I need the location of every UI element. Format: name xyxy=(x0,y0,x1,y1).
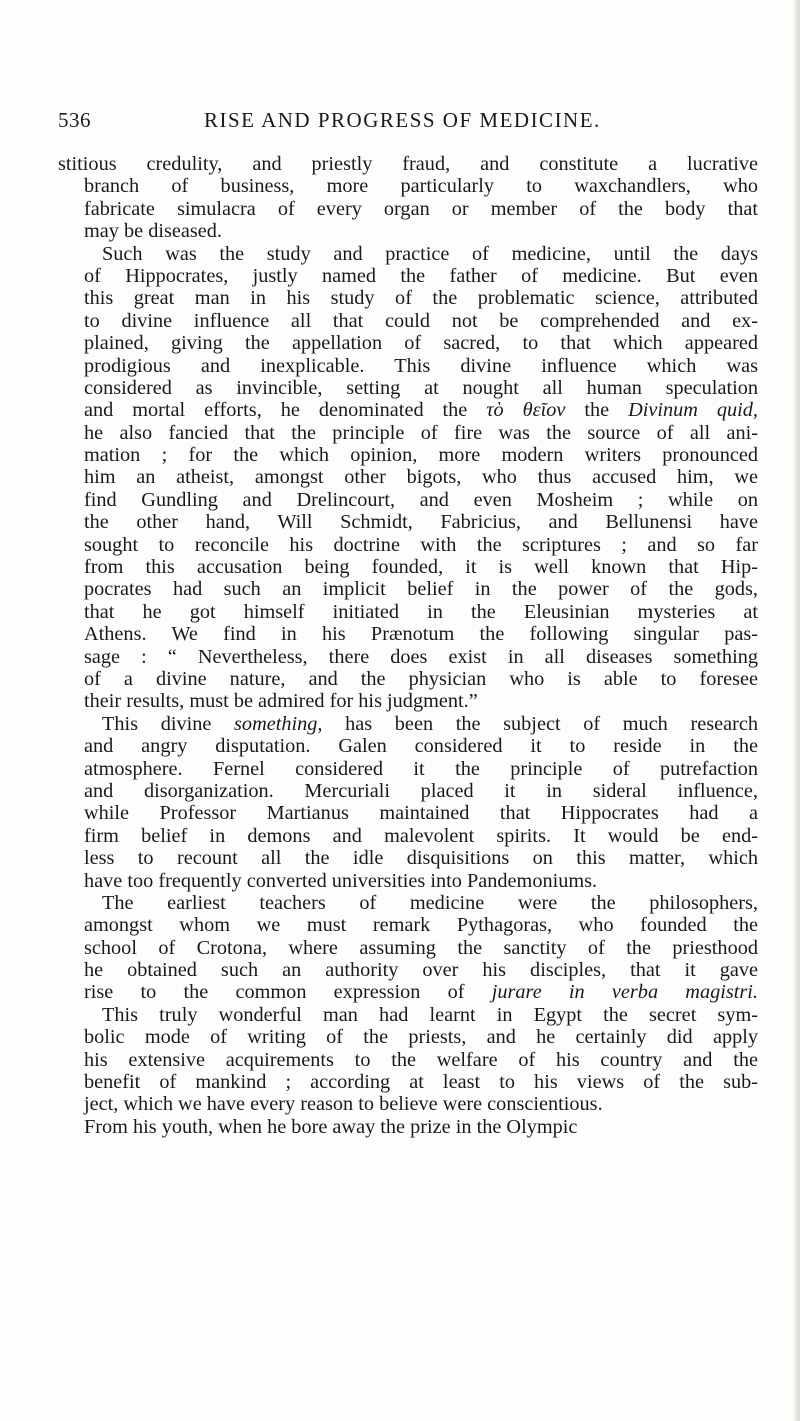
text-line xyxy=(84,981,758,1003)
text-run: while Professor Martianus maintained that Hippocrates had a xyxy=(84,802,758,825)
text-line xyxy=(84,355,758,377)
text-run: plained, giving the appellation of sacred, to that which appeared xyxy=(84,332,758,355)
text-line xyxy=(84,578,758,600)
text-line xyxy=(84,758,758,780)
text-run: rise to the common expression of xyxy=(84,981,492,1004)
text-line xyxy=(84,175,758,197)
text-run: has been the subject of much research xyxy=(322,712,758,735)
text-line xyxy=(84,959,758,981)
text-line xyxy=(84,870,758,892)
text-line xyxy=(84,1004,758,1026)
text-line xyxy=(84,668,758,690)
text-run: fabricate simulacra of every organ or member of the body that xyxy=(84,197,758,220)
text-line xyxy=(84,713,758,735)
text-line xyxy=(84,892,758,914)
text-line xyxy=(84,735,758,757)
text-line xyxy=(84,489,758,511)
text-line xyxy=(84,1049,758,1071)
text-run: This truly wonderful man had learnt in Egypt the secret sym- xyxy=(102,1003,758,1026)
text-line xyxy=(84,1116,758,1138)
text-line xyxy=(84,623,758,645)
text-line xyxy=(84,780,758,802)
text-line xyxy=(84,332,758,354)
text-run: benefit of mankind ; according at least to his views of the sub- xyxy=(84,1071,758,1094)
text-line xyxy=(84,243,758,265)
page-number: 536 xyxy=(58,108,91,132)
text-line xyxy=(84,1026,758,1048)
italic-text: Divinum quid, xyxy=(628,399,759,422)
text-run: find Gundling and Drelincourt, and even Mosheim ; while on xyxy=(84,488,758,511)
text-line xyxy=(84,377,758,399)
text-run: he also fancied that the principle of fire was the source of all ani- xyxy=(84,421,758,444)
text-line xyxy=(84,601,758,623)
page-edge-shadow xyxy=(794,0,800,1421)
text-run: have too frequently converted universities into Pandemoniums. xyxy=(84,869,598,892)
text-run: sage : “ Nevertheless, there does exist in all diseases something xyxy=(84,645,758,668)
text-run: their results, must be admired for his judgment.” xyxy=(84,690,478,713)
text-line xyxy=(84,646,758,668)
text-line xyxy=(84,422,758,444)
text-line xyxy=(84,399,758,421)
page-header xyxy=(58,108,758,138)
text-run: sought to reconcile his doctrine with the scriptures ; and so far xyxy=(84,533,758,556)
text-run: Such was the study and practice of medicine, until the days xyxy=(102,242,758,265)
text-run: his extensive acquirements to the welfare of his country and the xyxy=(84,1048,758,1071)
text-line xyxy=(84,265,758,287)
text-run: stitious credulity, and priestly fraud, and constitute a lucrative xyxy=(58,153,758,175)
text-run: and mortal efforts, he denominated the xyxy=(84,399,487,422)
text-run: this great man in his study of the problematic science, attributed xyxy=(84,287,758,310)
text-line xyxy=(84,466,758,488)
text-line xyxy=(84,1071,758,1093)
text-run: branch of business, more particularly to waxchandlers, who xyxy=(84,175,758,198)
text-line xyxy=(84,825,758,847)
text-run: amongst whom we must remark Pythagoras, who founded the xyxy=(84,914,758,937)
text-run: of a divine nature, and the physician who is able to foresee xyxy=(84,667,758,690)
text-line xyxy=(84,444,758,466)
text-run: prodigious and inexplicable. This divine influence which was xyxy=(84,354,758,377)
text-line xyxy=(84,511,758,533)
text-line xyxy=(84,914,758,936)
text-run: may be diseased. xyxy=(84,220,222,243)
text-run: less to recount all the idle disquisitions on this matter, which xyxy=(84,847,758,870)
text-run: and angry disputation. Galen considered it to reside in the xyxy=(84,735,758,758)
text-run: atmosphere. Fernel considered it the principle of putrefaction xyxy=(84,757,758,780)
text-line xyxy=(84,534,758,556)
text-run: considered as invincible, setting at nought all human speculation xyxy=(84,376,758,399)
text-line xyxy=(84,220,758,242)
text-run: he obtained such an authority over his disciples, that it gave xyxy=(84,959,758,982)
text-run: that he got himself initiated in the Eleusinian mysteries at xyxy=(84,600,758,623)
text-run: him an atheist, amongst other bigots, who thus accused him, we xyxy=(84,466,758,489)
text-run: This divine xyxy=(102,712,235,735)
text-line xyxy=(84,287,758,309)
text-line xyxy=(58,153,758,175)
italic-text: τὸ θεῖον xyxy=(486,399,566,422)
text-run: and disorganization. Mercuriali placed it in sideral influence, xyxy=(84,779,758,802)
text-line xyxy=(84,802,758,824)
text-run: from this accusation being founded, it is well known that Hip- xyxy=(84,556,758,579)
body-text xyxy=(58,153,759,1138)
text-run: mation ; for the which opinion, more modern writers pronounced xyxy=(84,444,758,467)
text-run: ject, which we have every reason to believe were conscientious. xyxy=(84,1093,603,1116)
text-run: school of Crotona, where assuming the sanctity of the priesthood xyxy=(84,936,758,959)
text-line xyxy=(84,690,758,712)
text-run: to divine influence all that could not be comprehended and ex- xyxy=(84,309,758,332)
text-run: Athens. We find in his Prænotum the following singular pas- xyxy=(84,623,758,646)
running-head: RISE AND PROGRESS OF MEDICINE. xyxy=(204,108,601,132)
text-line xyxy=(84,556,758,578)
text-line xyxy=(84,937,758,959)
italic-text: jurare in verba magistri. xyxy=(491,981,758,1004)
text-line xyxy=(84,310,758,332)
italic-text: something, xyxy=(234,712,323,735)
text-run: firm belief in demons and malevolent spirits. It would be end- xyxy=(84,824,758,847)
text-run: the xyxy=(565,399,629,422)
text-run: pocrates had such an implicit belief in the power of the gods, xyxy=(84,578,758,601)
text-line xyxy=(84,1093,758,1115)
text-run: From his youth, when he bore away the prize in the Olympic xyxy=(84,1115,578,1138)
text-run: bolic mode of writing of the priests, and he certainly did apply xyxy=(84,1026,758,1049)
text-line xyxy=(84,198,758,220)
text-run: The earliest teachers of medicine were the philosophers, xyxy=(102,891,758,914)
text-run: of Hippocrates, justly named the father of medicine. But even xyxy=(84,264,758,287)
text-run: the other hand, Will Schmidt, Fabricius, and Bellunensi have xyxy=(84,511,758,534)
text-line xyxy=(84,847,758,869)
